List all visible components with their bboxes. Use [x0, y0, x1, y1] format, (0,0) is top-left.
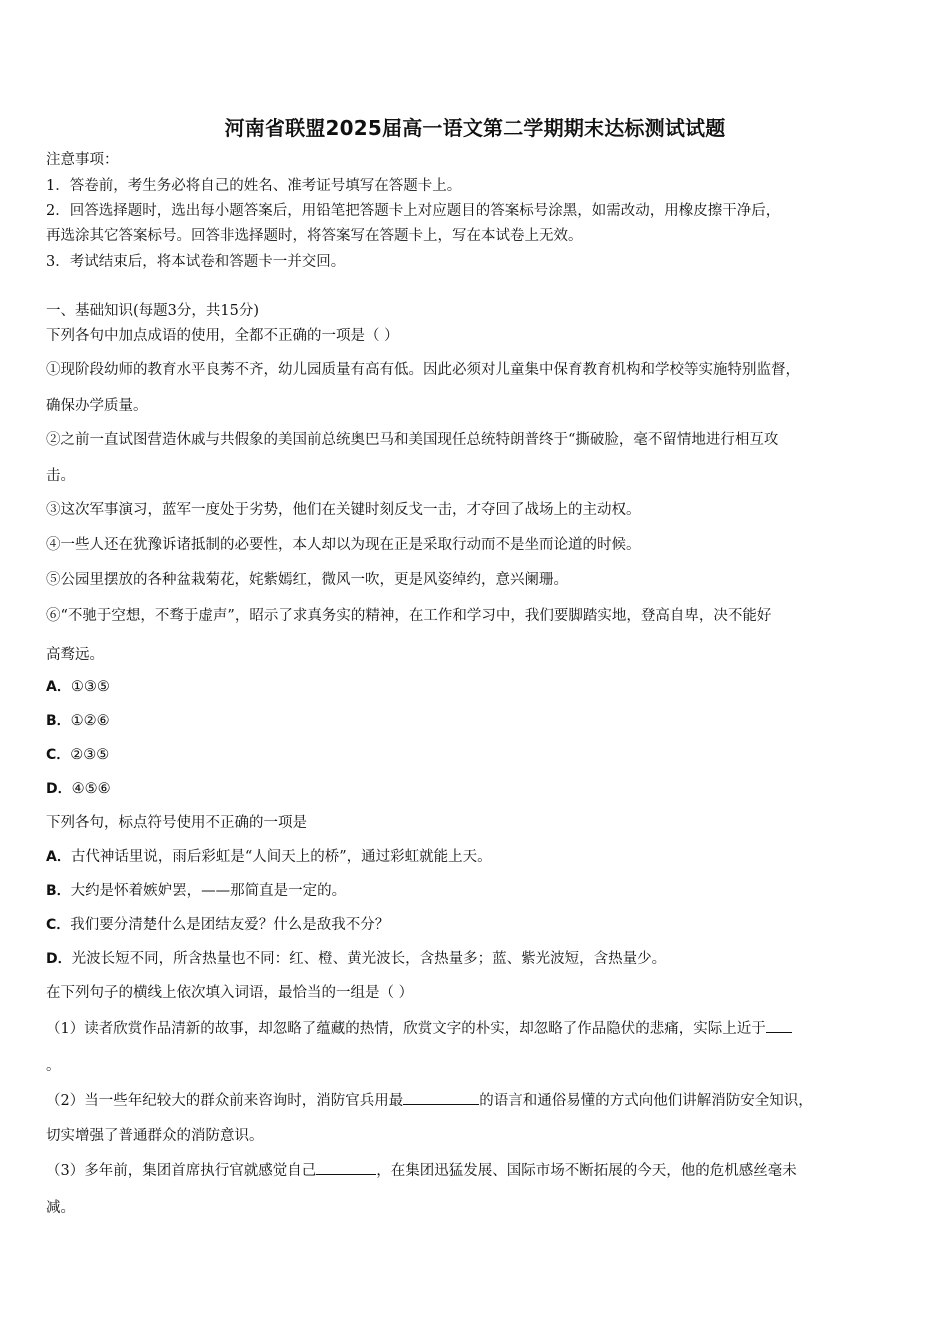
question-1-option-c[interactable]: [46, 745, 109, 765]
option-text: ①③⑤: [70, 679, 110, 695]
question-3-stem: 在下列句子的横线上依次填入词语，最恰当的一组是（ ）: [46, 985, 414, 1001]
question-2-option-b[interactable]: [46, 881, 346, 901]
notice-heading: 注意事项：: [46, 152, 119, 168]
answer-blank[interactable]: [766, 1018, 792, 1033]
question-1-sentence: ⑥“不驰于空想，不骛于虚声”，昭示了求真务实的精神，在工作和学习中，我们要脚踏实地，登高自卑，决不能好: [46, 608, 772, 624]
sentence-text: 的语言和通俗易懂的方式向他们讲解消防安全知识，: [479, 1093, 813, 1109]
question-3-sentence-3-cont: 减。: [46, 1200, 75, 1216]
question-2-stem: 下列各句，标点符号使用不正确的一项是: [46, 815, 307, 831]
sentence-text: （3）多年前，集团首席执行官就感觉自己: [46, 1163, 317, 1179]
option-label: B．: [46, 713, 71, 729]
question-1-sentence: ③这次军事演习，蓝军一度处于劣势，他们在关键时刻反戈一击，才夺回了战场上的主动权。: [46, 502, 641, 518]
answer-blank[interactable]: [403, 1090, 479, 1105]
option-text: ④⑤⑥: [71, 781, 111, 797]
question-1-sentence: ①现阶段幼师的教育水平良莠不齐，幼儿园质量有高有低。因此必须对儿童集中保育教育机构和学校等实施特别监督，: [46, 362, 800, 378]
sentence-text: （2）当一些年纪较大的群众前来咨询时，消防官兵用最: [46, 1093, 404, 1109]
option-text: 我们要分清楚什么是团结友爱？什么是敌我不分？: [70, 917, 390, 933]
option-label: D．: [46, 781, 72, 797]
question-3-sentence-1: [46, 1018, 792, 1039]
option-label: A．: [46, 849, 71, 865]
question-1-sentence: ②之前一直试图营造休戚与共假象的美国前总统奥巴马和美国现任总统特朗普终于“撕破脸，毫不留情地进行相互攻: [46, 432, 779, 448]
notice-item: 3．考试结束后，将本试卷和答题卡一并交回。: [46, 254, 346, 270]
question-1-option-a[interactable]: [46, 677, 110, 697]
answer-blank[interactable]: [316, 1160, 376, 1175]
question-2-option-a[interactable]: [46, 847, 492, 867]
option-label: B．: [46, 883, 71, 899]
question-3-sentence-2: [46, 1090, 813, 1111]
question-3-sentence-2-cont: 切实增强了普通群众的消防意识。: [46, 1128, 264, 1144]
question-1-sentence: 高骛远。: [46, 647, 104, 663]
option-label: A．: [46, 679, 71, 695]
option-text: 古代神话里说，雨后彩虹是“人间天上的桥”，通过彩虹就能上天。: [70, 849, 492, 865]
option-text: ②③⑤: [70, 747, 110, 763]
page-title: 河南省联盟2025届高一语文第二学期期末达标测试试题: [224, 116, 726, 140]
option-label: C．: [46, 917, 71, 933]
question-1-stem: 下列各句中加点成语的使用，全都不正确的一项是（ ）: [46, 328, 399, 344]
notice-item: 再选涂其它答案标号。回答非选择题时，将答案写在答题卡上，写在本试卷上无效。: [46, 228, 583, 244]
question-1-sentence: ④一些人还在犹豫诉诸抵制的必要性，本人却以为现在正是采取行动而不是坐而论道的时候。: [46, 537, 641, 553]
notice-item: 2．回答选择题时，选出每小题答案后，用铅笔把答题卡上对应题目的答案标号涂黑，如需改动，用橡皮擦干净后，: [46, 203, 781, 219]
question-3-sentence-3: [46, 1160, 797, 1181]
option-label: D．: [46, 951, 72, 967]
option-text: 光波长短不同，所含热量也不同：红、橙、黄光波长，含热量多；蓝、紫光波短，含热量少。: [71, 951, 667, 967]
sentence-text: （1）读者欣赏作品清新的故事，却忽略了蕴藏的热情，欣赏文字的朴实，却忽略了作品隐伏的悲痛，实际上近于: [46, 1021, 766, 1037]
question-2-option-c[interactable]: [46, 915, 389, 935]
section-heading: 一、基础知识(每题3分，共15分): [46, 303, 259, 319]
option-text: 大约是怀着嫉妒罢，——那简直是一定的。: [70, 883, 347, 899]
notice-item: 1．答卷前，考生务必将自己的姓名、准考证号填写在答题卡上。: [46, 178, 462, 194]
question-2-option-d[interactable]: [46, 949, 666, 969]
option-text: ①②⑥: [70, 713, 110, 729]
question-3-sentence-1-end: 。: [46, 1058, 61, 1074]
question-1-sentence: 击。: [46, 468, 75, 484]
question-1-sentence: ⑤公园里摆放的各种盆栽菊花，姹紫嫣红，微风一吹，更是风姿绰约，意兴阑珊。: [46, 572, 568, 588]
question-1-sentence: 确保办学质量。: [46, 398, 148, 414]
question-1-option-d[interactable]: [46, 779, 111, 799]
option-label: C．: [46, 747, 71, 763]
sentence-text: ，在集团迅猛发展、国际市场不断拓展的今天，他的危机感丝毫未: [376, 1163, 797, 1179]
question-1-option-b[interactable]: [46, 711, 110, 731]
